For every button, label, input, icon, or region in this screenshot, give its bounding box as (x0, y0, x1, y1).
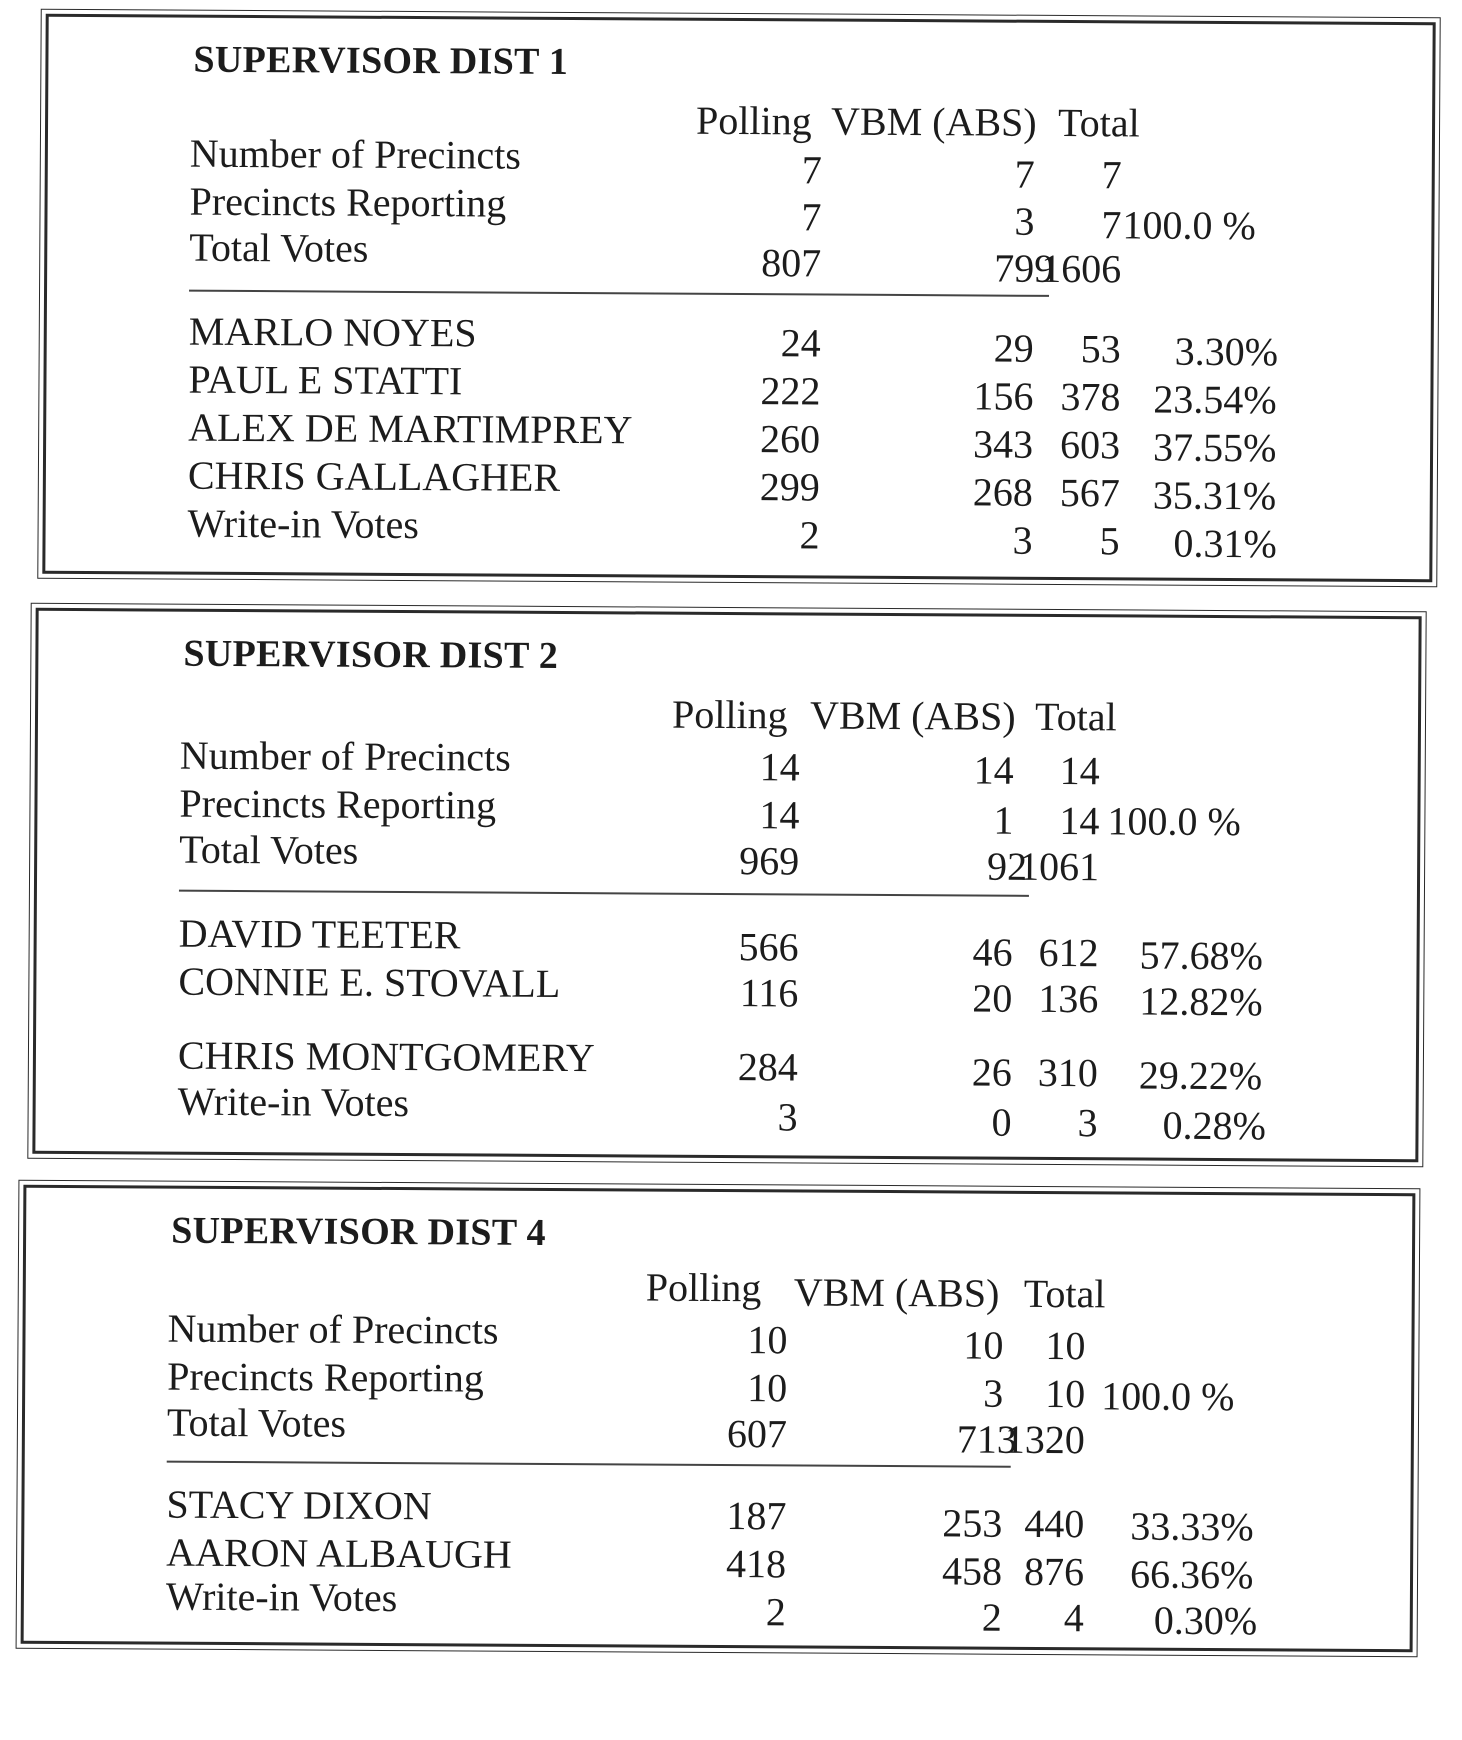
candidate-polling: 187 (726, 1493, 787, 1539)
total-votes-vbm: 713 (956, 1416, 1018, 1462)
candidate-label: MARLO NOYES (188, 308, 477, 356)
total-votes-polling: 607 (726, 1411, 788, 1457)
total-votes-label: Total Votes (179, 826, 359, 873)
total-header: Total (1057, 99, 1140, 146)
total-votes-total: 1061 (1018, 843, 1100, 890)
write-in-vbm: 3 (1012, 517, 1033, 563)
candidate-label: AARON ALBAUGH (166, 1529, 512, 1577)
write-in-total: 3 (1077, 1100, 1098, 1146)
number-of-precincts-label: Number of Precincts (179, 732, 511, 780)
vbm-header: VBM (ABS) (830, 98, 1037, 145)
write-in-total: 5 (1099, 518, 1120, 564)
candidate-label: CHRIS GALLAGHER (187, 452, 561, 500)
number-of-precincts-polling: 14 (759, 744, 800, 790)
candidate-total: 136 (1038, 975, 1099, 1022)
number-of-precincts-vbm: 14 (973, 747, 1014, 793)
candidate-vbm: 343 (972, 421, 1034, 467)
write-in-percent: 0.30% (1153, 1597, 1258, 1644)
candidate-percent: 57.68% (1139, 932, 1264, 979)
candidate-total: 603 (1059, 421, 1121, 468)
divider (167, 1461, 1011, 1468)
candidate-label: ALEX DE MARTIMPREY (188, 404, 633, 453)
number-of-precincts-polling: 10 (747, 1317, 788, 1363)
candidate-total: 876 (1023, 1548, 1085, 1595)
number-of-precincts-total: 14 (1059, 748, 1100, 794)
write-in-label: Write-in Votes (165, 1573, 398, 1621)
number-of-precincts-total: 10 (1045, 1322, 1086, 1369)
candidate-percent: 3.30% (1174, 328, 1279, 375)
polling-header: Polling (671, 691, 788, 738)
precincts-reporting-vbm: 3 (1014, 198, 1035, 244)
write-in-label: Write-in Votes (177, 1078, 410, 1126)
write-in-label: Write-in Votes (187, 500, 420, 548)
total-votes-vbm: 92 (986, 843, 1028, 889)
district-title: SUPERVISOR DIST 1 (193, 38, 569, 83)
candidate-vbm: 156 (973, 373, 1034, 419)
precincts-reporting-polling: 10 (747, 1365, 788, 1411)
number-of-precincts-polling: 7 (801, 147, 822, 193)
precincts-reporting-vbm: 3 (983, 1370, 1004, 1416)
candidate-percent: 66.36% (1129, 1551, 1254, 1598)
candidate-percent: 29.22% (1138, 1052, 1263, 1099)
polling-header: Polling (695, 97, 812, 144)
candidate-vbm: 268 (972, 469, 1033, 515)
number-of-precincts-total: 7 (1101, 152, 1122, 198)
precincts-reporting-percent: 100.0 % (1122, 202, 1256, 249)
candidate-vbm: 20 (972, 975, 1013, 1021)
candidate-polling: 260 (760, 416, 821, 462)
candidate-total: 612 (1038, 929, 1099, 976)
district-2-panel (32, 608, 1421, 1162)
candidate-polling: 299 (759, 464, 820, 510)
write-in-polling: 2 (799, 512, 820, 558)
total-votes-label: Total Votes (166, 1399, 347, 1446)
candidate-percent: 35.31% (1152, 472, 1277, 519)
total-votes-total: 1606 (1041, 245, 1122, 292)
write-in-percent: 0.31% (1173, 520, 1277, 567)
candidate-label: CONNIE E. STOVALL (178, 958, 561, 1006)
number-of-precincts-label: Number of Precincts (189, 130, 522, 178)
candidate-polling: 116 (739, 970, 799, 1016)
write-in-polling: 3 (777, 1094, 798, 1140)
candidate-total: 53 (1080, 326, 1121, 372)
precincts-reporting-percent: 100.0 % (1107, 798, 1241, 845)
precincts-reporting-label: Precincts Reporting (167, 1353, 484, 1401)
total-votes-polling: 807 (761, 240, 822, 286)
number-of-precincts-vbm: 10 (963, 1322, 1004, 1368)
precincts-reporting-polling: 14 (759, 792, 800, 838)
total-header: Total (1023, 1270, 1106, 1317)
candidate-vbm: 253 (942, 1500, 1003, 1546)
total-votes-total: 1320 (1004, 1416, 1086, 1463)
write-in-total: 4 (1063, 1595, 1084, 1641)
candidate-polling: 418 (725, 1541, 787, 1587)
district-title: SUPERVISOR DIST 2 (183, 632, 559, 677)
district-1-panel (42, 14, 1435, 582)
precincts-reporting-total: 7 (1101, 202, 1122, 248)
candidate-label: DAVID TEETER (178, 910, 461, 958)
total-votes-vbm: 799 (994, 245, 1055, 291)
precincts-reporting-label: Precincts Reporting (179, 780, 497, 828)
candidate-vbm: 29 (993, 325, 1034, 371)
precincts-reporting-polling: 7 (801, 194, 822, 240)
district-title: SUPERVISOR DIST 4 (171, 1209, 546, 1254)
candidate-label: CHRIS MONTGOMERY (177, 1032, 595, 1081)
district-4-panel (21, 1185, 1416, 1652)
candidate-percent: 37.55% (1152, 424, 1277, 471)
candidate-polling: 24 (780, 320, 821, 366)
write-in-vbm: 2 (981, 1594, 1002, 1640)
candidate-vbm: 26 (971, 1049, 1012, 1095)
candidate-label: PAUL E STATTI (188, 356, 463, 404)
precincts-reporting-percent: 100.0 % (1101, 1373, 1235, 1420)
write-in-polling: 2 (765, 1589, 786, 1635)
candidate-polling: 566 (738, 924, 799, 970)
candidate-vbm: 46 (972, 929, 1013, 975)
candidate-polling: 284 (737, 1044, 799, 1090)
candidate-total: 378 (1060, 373, 1121, 420)
total-votes-label: Total Votes (189, 224, 369, 271)
divider (179, 890, 1029, 897)
candidate-total: 310 (1037, 1049, 1098, 1096)
number-of-precincts-label: Number of Precincts (167, 1305, 499, 1353)
total-header: Total (1034, 693, 1117, 740)
candidate-polling: 222 (760, 368, 821, 414)
polling-header: Polling (645, 1264, 762, 1311)
candidate-total: 440 (1024, 1500, 1085, 1547)
divider (189, 290, 1049, 297)
vbm-header: VBM (ABS) (809, 692, 1016, 739)
candidate-label: STACY DIXON (166, 1481, 432, 1529)
precincts-reporting-vbm: 1 (993, 797, 1014, 843)
precincts-reporting-total: 14 (1059, 798, 1100, 844)
write-in-vbm: 0 (991, 1099, 1012, 1145)
vbm-header: VBM (ABS) (793, 1269, 1000, 1316)
candidate-percent: 12.82% (1139, 978, 1263, 1025)
candidate-percent: 33.33% (1130, 1503, 1254, 1550)
write-in-percent: 0.28% (1162, 1102, 1267, 1149)
candidate-vbm: 458 (941, 1548, 1003, 1594)
number-of-precincts-vbm: 7 (1014, 151, 1035, 197)
total-votes-polling: 969 (739, 838, 800, 884)
candidate-total: 567 (1059, 469, 1120, 516)
precincts-reporting-total: 10 (1045, 1370, 1086, 1417)
precincts-reporting-label: Precincts Reporting (189, 178, 507, 226)
candidate-percent: 23.54% (1153, 376, 1277, 423)
